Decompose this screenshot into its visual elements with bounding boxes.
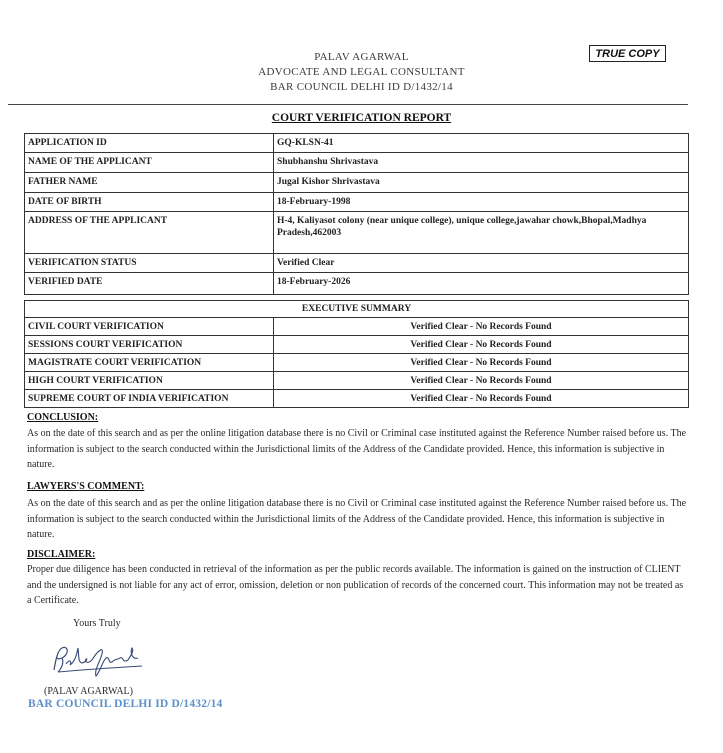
conclusion-heading: CONCLUSION: (27, 412, 99, 423)
detail-value: Verified Clear (274, 254, 689, 273)
disclaimer-text: Proper due diligence has been conducted in retrieval of the information as per the public records available. The information is gained on the instruction of CLIENT and the undersigned is not liable for any act of error, omission, deletion or non publication of records of the concerned court. This information may not be treated as a Certificate. (27, 564, 684, 606)
table-row (25, 134, 689, 153)
applicant-details-table (24, 133, 689, 295)
signature-image (48, 636, 148, 678)
detail-value: Jugal Kishor Shrivastava (274, 173, 689, 193)
detail-label: VERIFICATION STATUS (25, 254, 274, 273)
detail-label: NAME OF THE APPLICANT (25, 153, 274, 173)
disclaimer-heading: DISCLAIMER: (27, 549, 96, 560)
conclusion-text: As on the date of this search and as per the online litigation database there is no Civil or Criminal case instituted against the Reference Number raised before us. The information is subject to the search conducted within the Jurisdictional limits of the Address of the Candidate provided. Hence, this information is subjective in nature. (27, 428, 687, 470)
detail-label: VERIFIED DATE (25, 273, 274, 295)
table-row (25, 301, 689, 318)
table-row (25, 318, 689, 336)
court-label: HIGH COURT VERIFICATION (25, 372, 274, 390)
detail-value: H-4, Kaliyasot colony (near unique college), unique college,jawahar chowk,Bhopal,Madhya Pradesh,462003 (274, 212, 689, 254)
table-row (25, 372, 689, 390)
court-status: Verified Clear - No Records Found (274, 354, 689, 372)
table-row (25, 390, 689, 408)
lawyers-comment-heading: LAWYERS'S COMMENT: (27, 481, 145, 492)
detail-label: FATHER NAME (25, 173, 274, 193)
table-row (25, 153, 689, 173)
court-status: Verified Clear - No Records Found (274, 372, 689, 390)
advocate-bar-id: BAR COUNCIL DELHI ID D/1432/14 (270, 81, 453, 93)
table-row (25, 193, 689, 212)
executive-summary-table (24, 300, 689, 408)
lawyers-comment-text: As on the date of this search and as per the online litigation database there is no Civil or Criminal case instituted against the Reference Number raised before us. The information is subject to the search conducted within the Jurisdictional limits of the Address of the Candidate provided. Hence, this information is subjective in nature. (27, 498, 687, 540)
table-row (25, 354, 689, 372)
table-row (25, 212, 689, 254)
signatory-name: (PALAV AGARWAL) (44, 686, 133, 697)
table-row (25, 254, 689, 273)
header-divider (8, 104, 688, 105)
closing-text: Yours Truly (73, 618, 121, 629)
advocate-designation: ADVOCATE AND LEGAL CONSULTANT (258, 66, 465, 78)
advocate-name: PALAV AGARWAL (314, 51, 409, 63)
court-label: SESSIONS COURT VERIFICATION (25, 336, 274, 354)
court-label: CIVIL COURT VERIFICATION (25, 318, 274, 336)
executive-summary-title: EXECUTIVE SUMMARY (25, 301, 689, 318)
report-title: COURT VERIFICATION REPORT (271, 112, 452, 124)
signatory-bar-id: BAR COUNCIL DELHI ID D/1432/14 (28, 698, 223, 710)
court-status: Verified Clear - No Records Found (274, 336, 689, 354)
court-label: SUPREME COURT OF INDIA VERIFICATION (25, 390, 274, 408)
detail-label: DATE OF BIRTH (25, 193, 274, 212)
table-row (25, 273, 689, 295)
detail-value: Shubhanshu Shrivastava (274, 153, 689, 173)
court-label: MAGISTRATE COURT VERIFICATION (25, 354, 274, 372)
detail-value: GQ-KLSN-41 (274, 134, 689, 153)
court-status: Verified Clear - No Records Found (274, 318, 689, 336)
detail-label: APPLICATION ID (25, 134, 274, 153)
detail-value: 18-February-2026 (274, 273, 689, 295)
table-row (25, 173, 689, 193)
detail-value: 18-February-1998 (274, 193, 689, 212)
detail-label: ADDRESS OF THE APPLICANT (25, 212, 274, 254)
table-row (25, 336, 689, 354)
true-copy-stamp: TRUE COPY (589, 45, 666, 62)
court-status: Verified Clear - No Records Found (274, 390, 689, 408)
